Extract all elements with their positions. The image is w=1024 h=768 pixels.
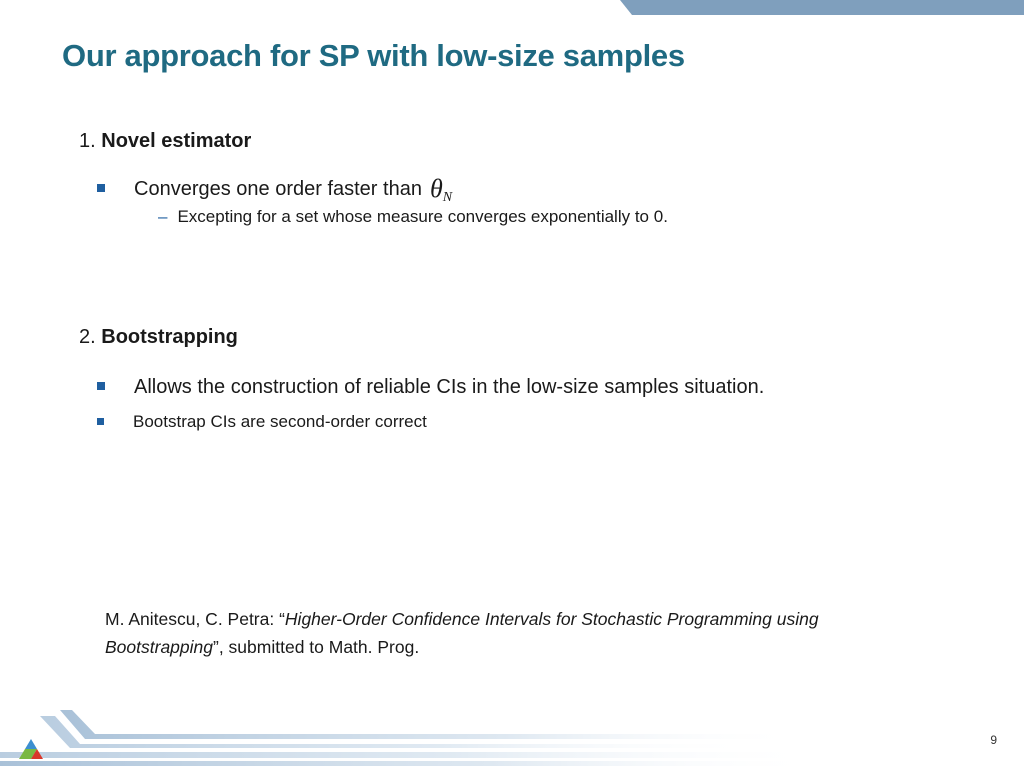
top-decorative-band (620, 0, 1024, 15)
section-2-title: Bootstrapping (101, 326, 238, 348)
theta-symbol: θ (429, 174, 443, 203)
section-2-bullet-1 (97, 376, 764, 399)
reference-citation (105, 605, 905, 661)
footer-decorative-band (0, 708, 1024, 768)
theta-n-symbol (430, 174, 452, 206)
reference-suffix: ”, submitted to Math. Prog. (213, 637, 420, 657)
theta-subscript: N (442, 190, 453, 205)
square-bullet-icon (97, 418, 104, 425)
bullet-text: Bootstrap CIs are second-order correct (133, 412, 427, 431)
square-bullet-icon (97, 382, 105, 390)
section-1-sub-bullet (158, 207, 668, 227)
argonne-logo-icon (18, 738, 44, 760)
page-number: 9 (990, 733, 997, 747)
bullet-text: Converges one order faster than (134, 178, 422, 200)
section-1-heading (79, 130, 251, 153)
square-bullet-icon (97, 184, 105, 192)
section-2-bullet-2 (97, 412, 427, 432)
dash-bullet-icon: – (158, 207, 168, 226)
section-2-number: 2. (79, 326, 96, 348)
section-1-bullet-1 (97, 172, 452, 204)
section-1-number: 1. (79, 130, 96, 152)
slide-title: Our approach for SP with low-size samples (62, 38, 685, 73)
section-1-title: Novel estimator (101, 130, 252, 152)
section-2-heading (79, 326, 238, 349)
sub-bullet-text: Excepting for a set whose measure converges exponentially to 0. (177, 207, 668, 226)
reference-title: Higher-Order Confidence Intervals for Stochastic Programming using Bootstrapping (105, 609, 819, 657)
bullet-text: Allows the construction of reliable CIs in the low-size samples situation. (134, 376, 765, 398)
reference-authors: M. Anitescu, C. Petra: “ (105, 609, 285, 629)
